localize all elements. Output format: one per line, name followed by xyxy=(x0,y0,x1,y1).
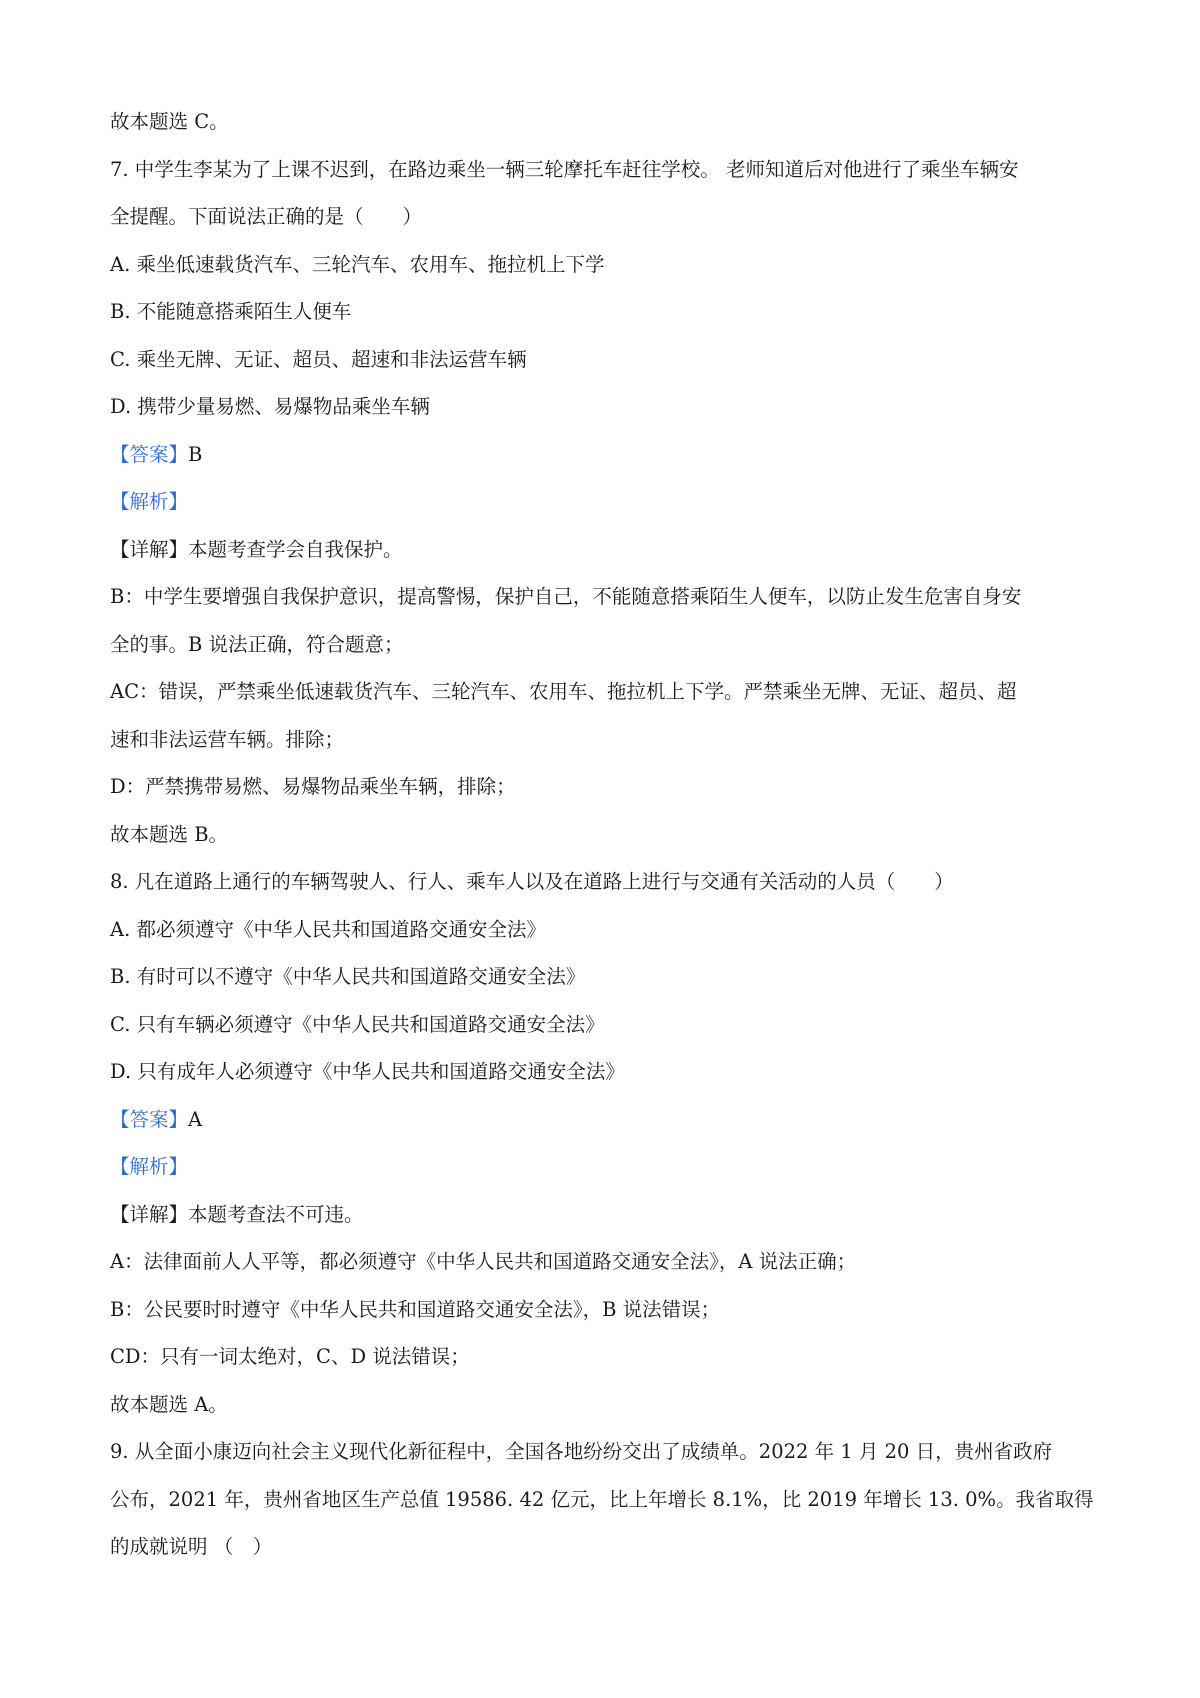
answer-value: A xyxy=(188,1107,203,1131)
question-7-answer xyxy=(110,431,1100,479)
answer-tag: 【答案】 xyxy=(110,1107,189,1131)
question-8-answer xyxy=(110,1096,1100,1144)
question-8-explanation-line: B：公民要时时遵守《中华人民共和国道路交通安全法》，B 说法错误； xyxy=(110,1297,721,1321)
question-7-option-b: B. 不能随意搭乘陌生人便车 xyxy=(110,300,352,323)
question-8-stem: 8. 凡在道路上通行的车辆驾驶人、行人、乘车人以及在道路上进行与交通有关活动的人员（ ） xyxy=(110,870,954,893)
question-9-stem-line-2: 公布，2021 年，贵州省地区生产总值 19586. 42 亿元，比上年增长 8.1%，比 2019 年增长 13. 0%。我省取得 xyxy=(110,1487,1094,1511)
question-7-explanation-line: AC：错误，严禁乘坐低速载货汽车、三轮汽车、农用车、拖拉机上下学。严禁乘坐无牌、无证、超员、超 xyxy=(110,680,1017,703)
question-8-option-a: A. 都必须遵守《中华人民共和国道路交通安全法》 xyxy=(110,917,546,941)
question-7-option-a: A. 乘坐低速载货汽车、三轮汽车、农用车、拖拉机上下学 xyxy=(110,252,605,276)
question-7-conclusion: 故本题选 B。 xyxy=(110,822,229,846)
answer-tag: 【答案】 xyxy=(110,442,189,466)
question-8-conclusion: 故本题选 A。 xyxy=(110,1392,228,1416)
analysis-tag: 【解析】 xyxy=(110,1155,189,1178)
question-8-detail: 【详解】本题考查法不可违。 xyxy=(110,1202,364,1226)
question-7-stem-line-2: 全提醒。下面说法正确的是（ ） xyxy=(110,205,423,228)
analysis-tag: 【解析】 xyxy=(110,490,189,513)
document-body xyxy=(110,98,1100,1571)
question-9-stem-line-1: 9. 从全面小康迈向社会主义现代化新征程中，全国各地纷纷交出了成绩单。2022 年 1 月 20 日，贵州省政府 xyxy=(110,1440,1053,1463)
question-7-explanation-line: D：严禁携带易燃、易爆物品乘坐车辆，排除； xyxy=(110,775,516,798)
question-7-explanation-line: 速和非法运营车辆。排除； xyxy=(110,727,345,751)
question-7-analysis-heading xyxy=(110,478,1100,526)
question-9-stem-line-3: 的成就说明 （ ） xyxy=(110,1535,273,1558)
text-line: 故本题选 C。 xyxy=(110,110,229,133)
question-7-detail: 【详解】本题考查学会自我保护。 xyxy=(110,537,403,561)
question-7-option-c: C. 乘坐无牌、无证、超员、超速和非法运营车辆 xyxy=(110,347,527,371)
question-7-explanation-line: B：中学生要增强自我保护意识，提高警惕，保护自己，不能随意搭乘陌生人便车，以防止发生危害自身安 xyxy=(110,585,1022,608)
question-8-option-d: D. 只有成年人必须遵守《中华人民共和国道路交通安全法》 xyxy=(110,1060,625,1083)
question-7-explanation-line: 全的事。B 说法正确，符合题意； xyxy=(110,632,404,656)
answer-value: B xyxy=(188,442,203,466)
question-8-explanation-line: CD：只有一词太绝对，C、D 说法错误； xyxy=(110,1345,470,1368)
question-8-option-b: B. 有时可以不遵守《中华人民共和国道路交通安全法》 xyxy=(110,965,586,988)
question-8-explanation-line: A：法律面前人人平等，都必须遵守《中华人民共和国道路交通安全法》，A 说法正确； xyxy=(110,1250,857,1273)
question-8-analysis-heading xyxy=(110,1143,1100,1191)
question-8-option-c: C. 只有车辆必须遵守《中华人民共和国道路交通安全法》 xyxy=(110,1012,605,1036)
question-7-stem-line-1: 7. 中学生李某为了上课不迟到，在路边乘坐一辆三轮摩托车赶往学校。 老师知道后对他进行了乘坐车辆安 xyxy=(110,157,1019,181)
question-7-option-d: D. 携带少量易燃、易爆物品乘坐车辆 xyxy=(110,395,430,418)
